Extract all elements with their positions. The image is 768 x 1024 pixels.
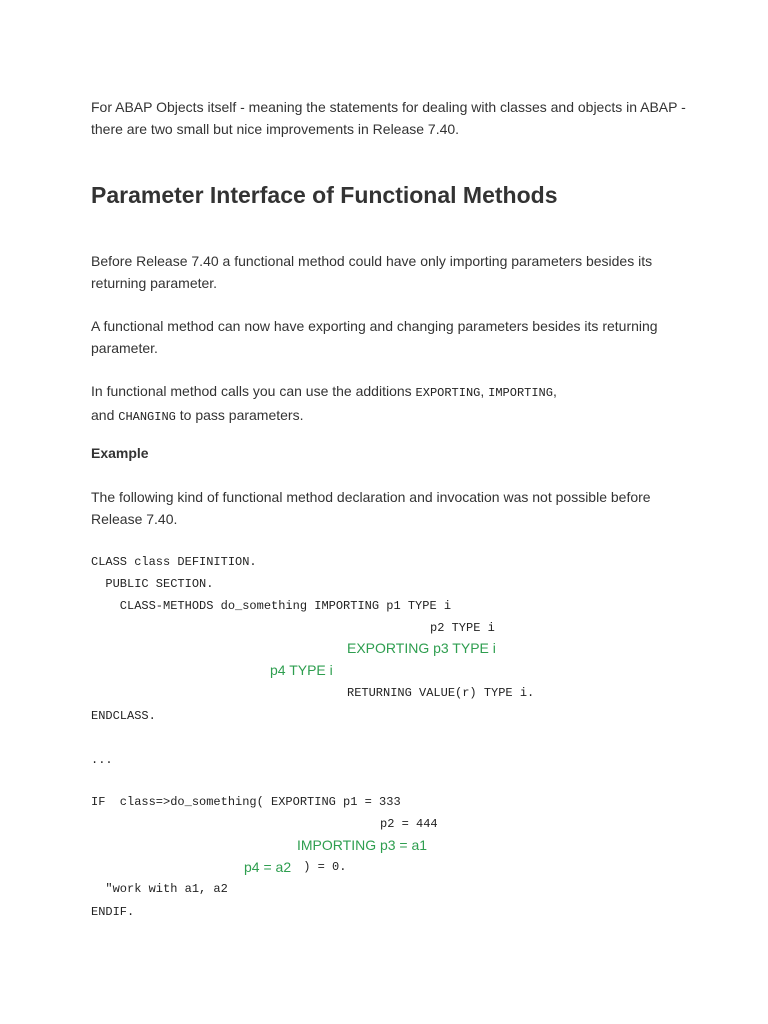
para4-line-2: Release 7.40. xyxy=(91,511,178,527)
code-line: ... xyxy=(91,753,113,767)
code-line: PUBLIC SECTION. xyxy=(91,577,214,591)
paragraph-additions xyxy=(91,380,691,428)
code-line: IF class=>do_something( EXPORTING p1 = 333 xyxy=(91,795,401,809)
para3-pre: In functional method calls you can use the additions xyxy=(91,383,416,399)
para1-line-1: Before Release 7.40 a functional method could have only importing parameters besides its xyxy=(91,253,653,269)
intro-line-1: For ABAP Objects itself - meaning the statements for dealing with classes and objects in ABAP - xyxy=(91,99,686,115)
para3-sep: , xyxy=(480,383,489,399)
section-heading: Parameter Interface of Functional Methods xyxy=(91,182,558,208)
code-line: CLASS-METHODS do_something IMPORTING p1 TYPE i xyxy=(91,599,452,613)
code-line-highlight: p4 = a2 xyxy=(244,859,292,875)
code-line: CLASS class DEFINITION. xyxy=(91,555,257,569)
code-line: RETURNING VALUE(r) TYPE i. xyxy=(347,686,535,700)
intro-line-2: there are two small but nice improvements in Release 7.40. xyxy=(91,121,460,137)
keyword-exporting: EXPORTING xyxy=(415,386,481,400)
code-line: ENDIF. xyxy=(91,905,135,919)
intro-paragraph xyxy=(91,96,691,140)
code-line-highlight: IMPORTING p3 = a1 xyxy=(297,837,428,853)
keyword-changing: CHANGING xyxy=(118,410,176,424)
paragraph-before-release xyxy=(91,250,691,294)
code-line-highlight: EXPORTING p3 TYPE i xyxy=(347,640,496,656)
para4-line-1: The following kind of functional method declaration and invocation was not possible before xyxy=(91,489,651,505)
para2-line-2: parameter. xyxy=(91,340,158,356)
example-heading: Example xyxy=(91,445,149,461)
code-line: p2 TYPE i xyxy=(430,621,495,635)
code-line: p2 = 444 xyxy=(380,817,438,831)
code-line: ENDCLASS. xyxy=(91,709,156,723)
para1-line-2: returning parameter. xyxy=(91,275,218,291)
paragraph-now-can xyxy=(91,315,691,359)
code-line: ) = 0. xyxy=(296,860,347,874)
code-line-highlight: p4 TYPE i xyxy=(270,662,333,678)
para3-post: to pass parameters. xyxy=(175,407,304,423)
code-line: "work with a1, a2 xyxy=(91,882,228,896)
para2-line-1: A functional method can now have exporting and changing parameters besides its returning xyxy=(91,318,658,334)
para3-end1: , xyxy=(552,383,557,399)
para3-and: and xyxy=(91,407,119,423)
paragraph-example-intro xyxy=(91,486,691,530)
keyword-importing: IMPORTING xyxy=(488,386,553,400)
